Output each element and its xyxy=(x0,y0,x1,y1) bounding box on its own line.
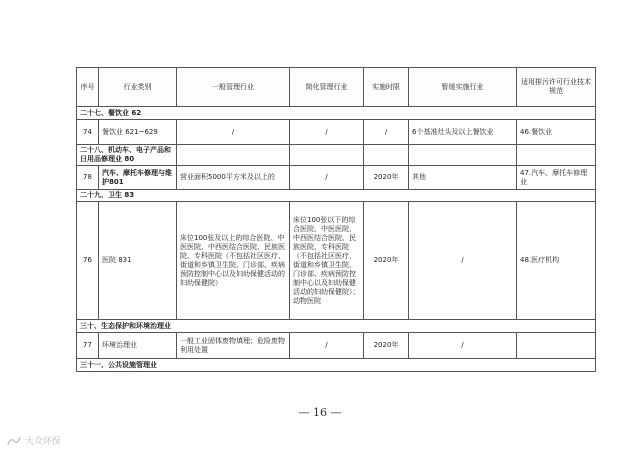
table-row xyxy=(77,202,596,320)
section-title: 二十八、机动车、电子产品和日用品修理业 80 xyxy=(77,145,177,166)
permit-classification-table xyxy=(76,67,596,372)
cell-serial: 78 xyxy=(77,166,99,190)
cell-spec: 47.汽车、摩托车修理业 xyxy=(517,166,596,190)
page-number: — 16 — xyxy=(298,406,342,419)
section-title: 二十七、餐饮业 62 xyxy=(77,107,596,120)
cell-general: 床位100张及以上的综合医院、中医医院、中西医结合医院、民族医院、专科医院（不包括社区医疗、街道和乡镇卫生院、门诊部、疾病预防控制中心以及妇幼保健活动的妇幼保健院） xyxy=(177,202,290,320)
cell-spec: 46.餐饮业 xyxy=(517,120,596,145)
cell-category: 汽车、摩托车修理与维护801 xyxy=(99,166,177,190)
header-spec: 适用排污许可行业技术规范 xyxy=(517,68,596,107)
section-title: 二十九、卫生 83 xyxy=(77,190,596,202)
section-title: 三十一、公共设施管理业 xyxy=(77,359,596,372)
cell-simplified: / xyxy=(290,166,364,190)
section-row xyxy=(77,145,596,166)
header-deferred: 暂缓实施行业 xyxy=(409,68,517,107)
cell-deadline: 2020年 xyxy=(364,202,409,320)
watermark-logo-icon xyxy=(6,435,22,447)
cell-deadline: 2020年 xyxy=(364,333,409,359)
watermark-text: 大众环保 xyxy=(25,436,62,446)
cell-serial: 76 xyxy=(77,202,99,320)
cell-serial: 74 xyxy=(77,120,99,145)
cell-deadline: / xyxy=(364,120,409,145)
cell-deferred: / xyxy=(409,202,517,320)
table-header-row xyxy=(77,68,596,107)
section-title: 三十、生态保护和环境治理业 xyxy=(77,320,596,333)
section-row xyxy=(77,359,596,372)
cell-general: 一般工业固体废物填埋；危险废物利用处置 xyxy=(177,333,290,359)
cell-category: 医院 831 xyxy=(99,202,177,320)
cell-deferred: 6个基准灶头及以上餐饮业 xyxy=(409,120,517,145)
cell-simplified: 床位100张以下的综合医院、中医医院、中西医结合医院、民族医院、专科医院（不包括社区医疗、街道和乡镇卫生院、门诊部、疾病预防控制中心以及妇幼保健活动的妇幼保健院）；动物医院 xyxy=(290,202,364,320)
watermark xyxy=(6,434,61,447)
cell-simplified: / xyxy=(290,120,364,145)
header-serial: 序号 xyxy=(77,68,99,107)
section-row xyxy=(77,107,596,120)
table-row xyxy=(77,166,596,190)
cell-serial: 77 xyxy=(77,333,99,359)
cell-spec xyxy=(517,333,596,359)
table-row xyxy=(77,120,596,145)
cell-general: / xyxy=(177,120,290,145)
cell-simplified: / xyxy=(290,333,364,359)
table-row xyxy=(77,333,596,359)
cell-spec: 48.医疗机构 xyxy=(517,202,596,320)
cell-deferred: 其他 xyxy=(409,166,517,190)
cell-category: 环境治理业 xyxy=(99,333,177,359)
header-simplified: 简化管理行业 xyxy=(290,68,364,107)
header-general: 一般管理行业 xyxy=(177,68,290,107)
cell-general: 营业面积5000平方米及以上的 xyxy=(177,166,290,190)
cell-deferred: / xyxy=(409,333,517,359)
header-category: 行业类别 xyxy=(99,68,177,107)
cell-category: 餐饮业 621~629 xyxy=(99,120,177,145)
cell-deadline: 2020年 xyxy=(364,166,409,190)
header-deadline: 实施时限 xyxy=(364,68,409,107)
section-row xyxy=(77,190,596,202)
section-row xyxy=(77,320,596,333)
